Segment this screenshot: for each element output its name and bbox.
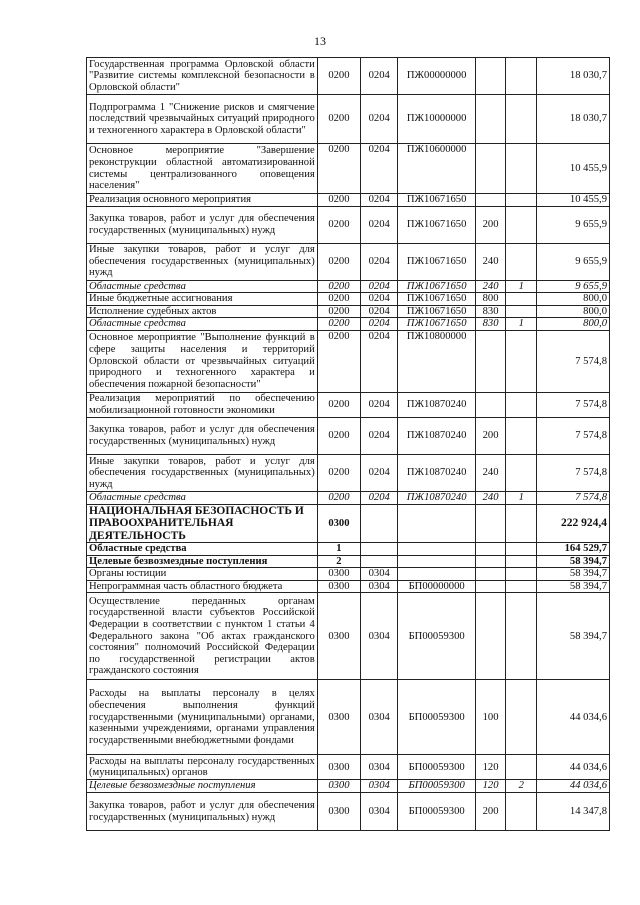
funding-source-cell: 1 bbox=[506, 491, 537, 504]
row-name-cell: Закупка товаров, работ и услуг для обеспечения государственных (муниципальных) нужд bbox=[87, 793, 318, 831]
row-name-cell: Органы юстиции bbox=[87, 568, 318, 581]
expense-type-cell: 200 bbox=[475, 793, 505, 831]
row-name-cell: Осуществление переданных органам государственной власти субъектов Российской Федерации в соответствии с пунктом 1 статьи 4 Федерального закона "Об актах гражданского состояния" полномочий Российской Федерации по государственной регистрации актов гражданского состояния bbox=[87, 593, 318, 680]
section-code-cell: 0200 bbox=[317, 318, 360, 331]
table-row bbox=[87, 680, 610, 755]
funding-source-cell: 1 bbox=[506, 280, 537, 293]
target-article-cell: ПЖ10671650 bbox=[398, 318, 476, 331]
target-article-cell: БП00059300 bbox=[398, 793, 476, 831]
section-code-cell: 0300 bbox=[317, 793, 360, 831]
row-name-cell: Государственная программа Орловской области "Развитие системы комплексной безопасности в Орловской области" bbox=[87, 58, 318, 95]
row-name-cell: Расходы на выплаты персоналу государственных (муниципальных) органов bbox=[87, 755, 318, 780]
row-name-cell: Реализация мероприятий по обеспечению мобилизационной готовности экономики bbox=[87, 392, 318, 417]
row-name-cell: Областные средства bbox=[87, 318, 318, 331]
section-code-cell: 0200 bbox=[317, 243, 360, 280]
subsection-code-cell: 0204 bbox=[361, 58, 398, 95]
target-article-cell bbox=[398, 543, 476, 556]
funding-source-cell bbox=[506, 568, 537, 581]
row-name-cell: Иные бюджетные ассигнования bbox=[87, 293, 318, 306]
funding-source-cell bbox=[506, 243, 537, 280]
funding-source-cell bbox=[506, 454, 537, 491]
amount-cell: 9 655,9 bbox=[537, 243, 610, 280]
section-code-cell: 0300 bbox=[317, 504, 360, 543]
expense-type-cell bbox=[475, 95, 505, 144]
subsection-code-cell: 0204 bbox=[361, 318, 398, 331]
row-name-cell: Закупка товаров, работ и услуг для обеспечения государственных (муниципальных) нужд bbox=[87, 206, 318, 243]
expense-type-cell bbox=[475, 580, 505, 593]
section-code-cell: 0200 bbox=[317, 58, 360, 95]
target-article-cell: ПЖ10870240 bbox=[398, 392, 476, 417]
row-name-cell: Расходы на выплаты персоналу в целях обеспечения выполнения функций государственными (муниципальными) органами, казенными учреждениями, органами управления государственными внебюджетными фондами bbox=[87, 680, 318, 755]
funding-source-cell: 1 bbox=[506, 318, 537, 331]
amount-cell: 7 574,8 bbox=[537, 491, 610, 504]
table-row bbox=[87, 58, 610, 95]
amount-cell: 7 574,8 bbox=[537, 392, 610, 417]
row-name-cell: Исполнение судебных актов bbox=[87, 305, 318, 318]
expense-type-cell: 120 bbox=[475, 780, 505, 793]
funding-source-cell bbox=[506, 206, 537, 243]
target-article-cell: БП00059300 bbox=[398, 780, 476, 793]
table-row bbox=[87, 318, 610, 331]
target-article-cell: БП00000000 bbox=[398, 580, 476, 593]
subsection-code-cell: 0304 bbox=[361, 793, 398, 831]
amount-cell: 222 924,4 bbox=[537, 504, 610, 543]
section-code-cell: 1 bbox=[317, 543, 360, 556]
subsection-code-cell: 0304 bbox=[361, 593, 398, 680]
subsection-code-cell bbox=[361, 543, 398, 556]
table-row bbox=[87, 454, 610, 491]
amount-cell: 164 529,7 bbox=[537, 543, 610, 556]
amount-cell: 10 455,9 bbox=[537, 144, 610, 194]
amount-cell: 7 574,8 bbox=[537, 330, 610, 392]
funding-source-cell bbox=[506, 194, 537, 207]
amount-cell: 58 394,7 bbox=[537, 580, 610, 593]
section-code-cell: 0200 bbox=[317, 293, 360, 306]
expense-type-cell bbox=[475, 543, 505, 556]
subsection-code-cell: 0204 bbox=[361, 95, 398, 144]
page-number: 13 bbox=[314, 34, 326, 48]
amount-cell: 9 655,9 bbox=[537, 280, 610, 293]
target-article-cell: ПЖ10870240 bbox=[398, 454, 476, 491]
subsection-code-cell bbox=[361, 504, 398, 543]
section-code-cell: 0300 bbox=[317, 680, 360, 755]
subsection-code-cell: 0204 bbox=[361, 491, 398, 504]
expense-type-cell bbox=[475, 194, 505, 207]
funding-source-cell bbox=[506, 58, 537, 95]
table-row bbox=[87, 793, 610, 831]
amount-cell: 58 394,7 bbox=[537, 593, 610, 680]
expense-type-cell: 120 bbox=[475, 755, 505, 780]
budget-table-body bbox=[87, 58, 610, 831]
target-article-cell: БП00059300 bbox=[398, 755, 476, 780]
section-code-cell: 2 bbox=[317, 555, 360, 568]
target-article-cell bbox=[398, 555, 476, 568]
expense-type-cell: 240 bbox=[475, 491, 505, 504]
table-row bbox=[87, 95, 610, 144]
funding-source-cell bbox=[506, 593, 537, 680]
row-name-cell: Иные закупки товаров, работ и услуг для обеспечения государственных (муниципальных) нужд bbox=[87, 454, 318, 491]
row-name-cell: Областные средства bbox=[87, 543, 318, 556]
section-code-cell: 0200 bbox=[317, 305, 360, 318]
row-name-cell: Реализация основного мероприятия bbox=[87, 194, 318, 207]
expense-type-cell: 830 bbox=[475, 318, 505, 331]
expense-type-cell: 200 bbox=[475, 206, 505, 243]
target-article-cell: ПЖ10671650 bbox=[398, 305, 476, 318]
subsection-code-cell: 0204 bbox=[361, 280, 398, 293]
amount-cell: 18 030,7 bbox=[537, 95, 610, 144]
section-code-cell: 0300 bbox=[317, 580, 360, 593]
table-row bbox=[87, 206, 610, 243]
target-article-cell: ПЖ10000000 bbox=[398, 95, 476, 144]
subsection-code-cell: 0204 bbox=[361, 243, 398, 280]
table-row bbox=[87, 280, 610, 293]
expense-type-cell bbox=[475, 593, 505, 680]
subsection-code-cell: 0204 bbox=[361, 417, 398, 454]
expense-type-cell: 240 bbox=[475, 454, 505, 491]
subsection-code-cell: 0304 bbox=[361, 568, 398, 581]
table-row bbox=[87, 568, 610, 581]
target-article-cell: ПЖ10671650 bbox=[398, 293, 476, 306]
target-article-cell: ПЖ10800000 bbox=[398, 330, 476, 392]
row-name-cell: Целевые безвозмездные поступления bbox=[87, 555, 318, 568]
target-article-cell: ПЖ00000000 bbox=[398, 58, 476, 95]
funding-source-cell: 2 bbox=[506, 780, 537, 793]
target-article-cell bbox=[398, 568, 476, 581]
target-article-cell: ПЖ10671650 bbox=[398, 280, 476, 293]
section-code-cell: 0200 bbox=[317, 491, 360, 504]
expense-type-cell: 800 bbox=[475, 293, 505, 306]
section-code-cell: 0200 bbox=[317, 417, 360, 454]
expense-type-cell bbox=[475, 568, 505, 581]
expense-type-cell: 240 bbox=[475, 243, 505, 280]
subsection-code-cell: 0204 bbox=[361, 206, 398, 243]
funding-source-cell bbox=[506, 305, 537, 318]
target-article-cell: БП00059300 bbox=[398, 593, 476, 680]
funding-source-cell bbox=[506, 144, 537, 194]
section-code-cell: 0200 bbox=[317, 194, 360, 207]
target-article-cell: ПЖ10870240 bbox=[398, 491, 476, 504]
row-name-cell: Иные закупки товаров, работ и услуг для обеспечения государственных (муниципальных) нужд bbox=[87, 243, 318, 280]
target-article-cell bbox=[398, 504, 476, 543]
table-row bbox=[87, 555, 610, 568]
subsection-code-cell: 0304 bbox=[361, 580, 398, 593]
section-code-cell: 0200 bbox=[317, 392, 360, 417]
table-row bbox=[87, 194, 610, 207]
target-article-cell: БП00059300 bbox=[398, 680, 476, 755]
subsection-code-cell: 0204 bbox=[361, 392, 398, 417]
table-row bbox=[87, 491, 610, 504]
table-row bbox=[87, 780, 610, 793]
funding-source-cell bbox=[506, 580, 537, 593]
expense-type-cell bbox=[475, 555, 505, 568]
row-name-cell: Основное мероприятие "Выполнение функций в сфере защиты населения и территорий Орловской области от чрезвычайных ситуаций природного и техногенного характера и обеспечения пожарной безопасности" bbox=[87, 330, 318, 392]
section-code-cell: 0200 bbox=[317, 330, 360, 392]
row-name-cell: Областные средства bbox=[87, 491, 318, 504]
table-row bbox=[87, 305, 610, 318]
table-row bbox=[87, 330, 610, 392]
funding-source-cell bbox=[506, 504, 537, 543]
table-row bbox=[87, 543, 610, 556]
section-code-cell: 0300 bbox=[317, 780, 360, 793]
amount-cell: 800,0 bbox=[537, 318, 610, 331]
amount-cell: 14 347,8 bbox=[537, 793, 610, 831]
amount-cell: 10 455,9 bbox=[537, 194, 610, 207]
target-article-cell: ПЖ10671650 bbox=[398, 206, 476, 243]
amount-cell: 44 034,6 bbox=[537, 680, 610, 755]
subsection-code-cell: 0204 bbox=[361, 194, 398, 207]
funding-source-cell bbox=[506, 330, 537, 392]
budget-table bbox=[86, 57, 610, 831]
expense-type-cell: 200 bbox=[475, 417, 505, 454]
funding-source-cell bbox=[506, 555, 537, 568]
target-article-cell: ПЖ10600000 bbox=[398, 144, 476, 194]
target-article-cell: ПЖ10870240 bbox=[398, 417, 476, 454]
amount-cell: 800,0 bbox=[537, 293, 610, 306]
subsection-code-cell: 0304 bbox=[361, 680, 398, 755]
expense-type-cell: 830 bbox=[475, 305, 505, 318]
funding-source-cell bbox=[506, 543, 537, 556]
section-code-cell: 0200 bbox=[317, 144, 360, 194]
section-code-cell: 0300 bbox=[317, 593, 360, 680]
section-code-cell: 0200 bbox=[317, 95, 360, 144]
funding-source-cell bbox=[506, 793, 537, 831]
funding-source-cell bbox=[506, 680, 537, 755]
subsection-code-cell: 0204 bbox=[361, 293, 398, 306]
subsection-code-cell: 0204 bbox=[361, 144, 398, 194]
amount-cell: 58 394,7 bbox=[537, 555, 610, 568]
funding-source-cell bbox=[506, 293, 537, 306]
subsection-code-cell: 0304 bbox=[361, 780, 398, 793]
row-name-cell: Целевые безвозмездные поступления bbox=[87, 780, 318, 793]
expense-type-cell bbox=[475, 144, 505, 194]
subsection-code-cell: 0204 bbox=[361, 305, 398, 318]
row-name-cell: Закупка товаров, работ и услуг для обеспечения государственных (муниципальных) нужд bbox=[87, 417, 318, 454]
amount-cell: 58 394,7 bbox=[537, 568, 610, 581]
table-row bbox=[87, 504, 610, 543]
table-row bbox=[87, 392, 610, 417]
funding-source-cell bbox=[506, 392, 537, 417]
row-name-cell: Подпрограмма 1 "Снижение рисков и смягчение последствий чрезвычайных ситуаций природного и техногенного характера в Орловской области" bbox=[87, 95, 318, 144]
funding-source-cell bbox=[506, 417, 537, 454]
table-row bbox=[87, 417, 610, 454]
subsection-code-cell bbox=[361, 555, 398, 568]
table-row bbox=[87, 593, 610, 680]
funding-source-cell bbox=[506, 755, 537, 780]
row-name-cell: Непрограммная часть областного бюджета bbox=[87, 580, 318, 593]
expense-type-cell: 100 bbox=[475, 680, 505, 755]
section-code-cell: 0200 bbox=[317, 454, 360, 491]
section-code-cell: 0300 bbox=[317, 568, 360, 581]
target-article-cell: ПЖ10671650 bbox=[398, 243, 476, 280]
target-article-cell: ПЖ10671650 bbox=[398, 194, 476, 207]
subsection-code-cell: 0204 bbox=[361, 454, 398, 491]
expense-type-cell bbox=[475, 58, 505, 95]
row-name-cell: Основное мероприятие "Завершение реконструкции областной автоматизированной системы централизованного оповещения населения" bbox=[87, 144, 318, 194]
row-name-cell: Областные средства bbox=[87, 280, 318, 293]
section-code-cell: 0200 bbox=[317, 206, 360, 243]
amount-cell: 18 030,7 bbox=[537, 58, 610, 95]
row-name-cell: НАЦИОНАЛЬНАЯ БЕЗОПАСНОСТЬ И ПРАВООХРАНИТЕЛЬНАЯ ДЕЯТЕЛЬНОСТЬ bbox=[87, 504, 318, 543]
table-row bbox=[87, 755, 610, 780]
amount-cell: 44 034,6 bbox=[537, 780, 610, 793]
expense-type-cell bbox=[475, 392, 505, 417]
section-code-cell: 0300 bbox=[317, 755, 360, 780]
amount-cell: 44 034,6 bbox=[537, 755, 610, 780]
subsection-code-cell: 0204 bbox=[361, 330, 398, 392]
amount-cell: 800,0 bbox=[537, 305, 610, 318]
expense-type-cell: 240 bbox=[475, 280, 505, 293]
subsection-code-cell: 0304 bbox=[361, 755, 398, 780]
expense-type-cell bbox=[475, 504, 505, 543]
table-row bbox=[87, 580, 610, 593]
amount-cell: 9 655,9 bbox=[537, 206, 610, 243]
section-code-cell: 0200 bbox=[317, 280, 360, 293]
table-row bbox=[87, 293, 610, 306]
amount-cell: 7 574,8 bbox=[537, 454, 610, 491]
amount-cell: 7 574,8 bbox=[537, 417, 610, 454]
table-row bbox=[87, 243, 610, 280]
funding-source-cell bbox=[506, 95, 537, 144]
table-row bbox=[87, 144, 610, 194]
expense-type-cell bbox=[475, 330, 505, 392]
